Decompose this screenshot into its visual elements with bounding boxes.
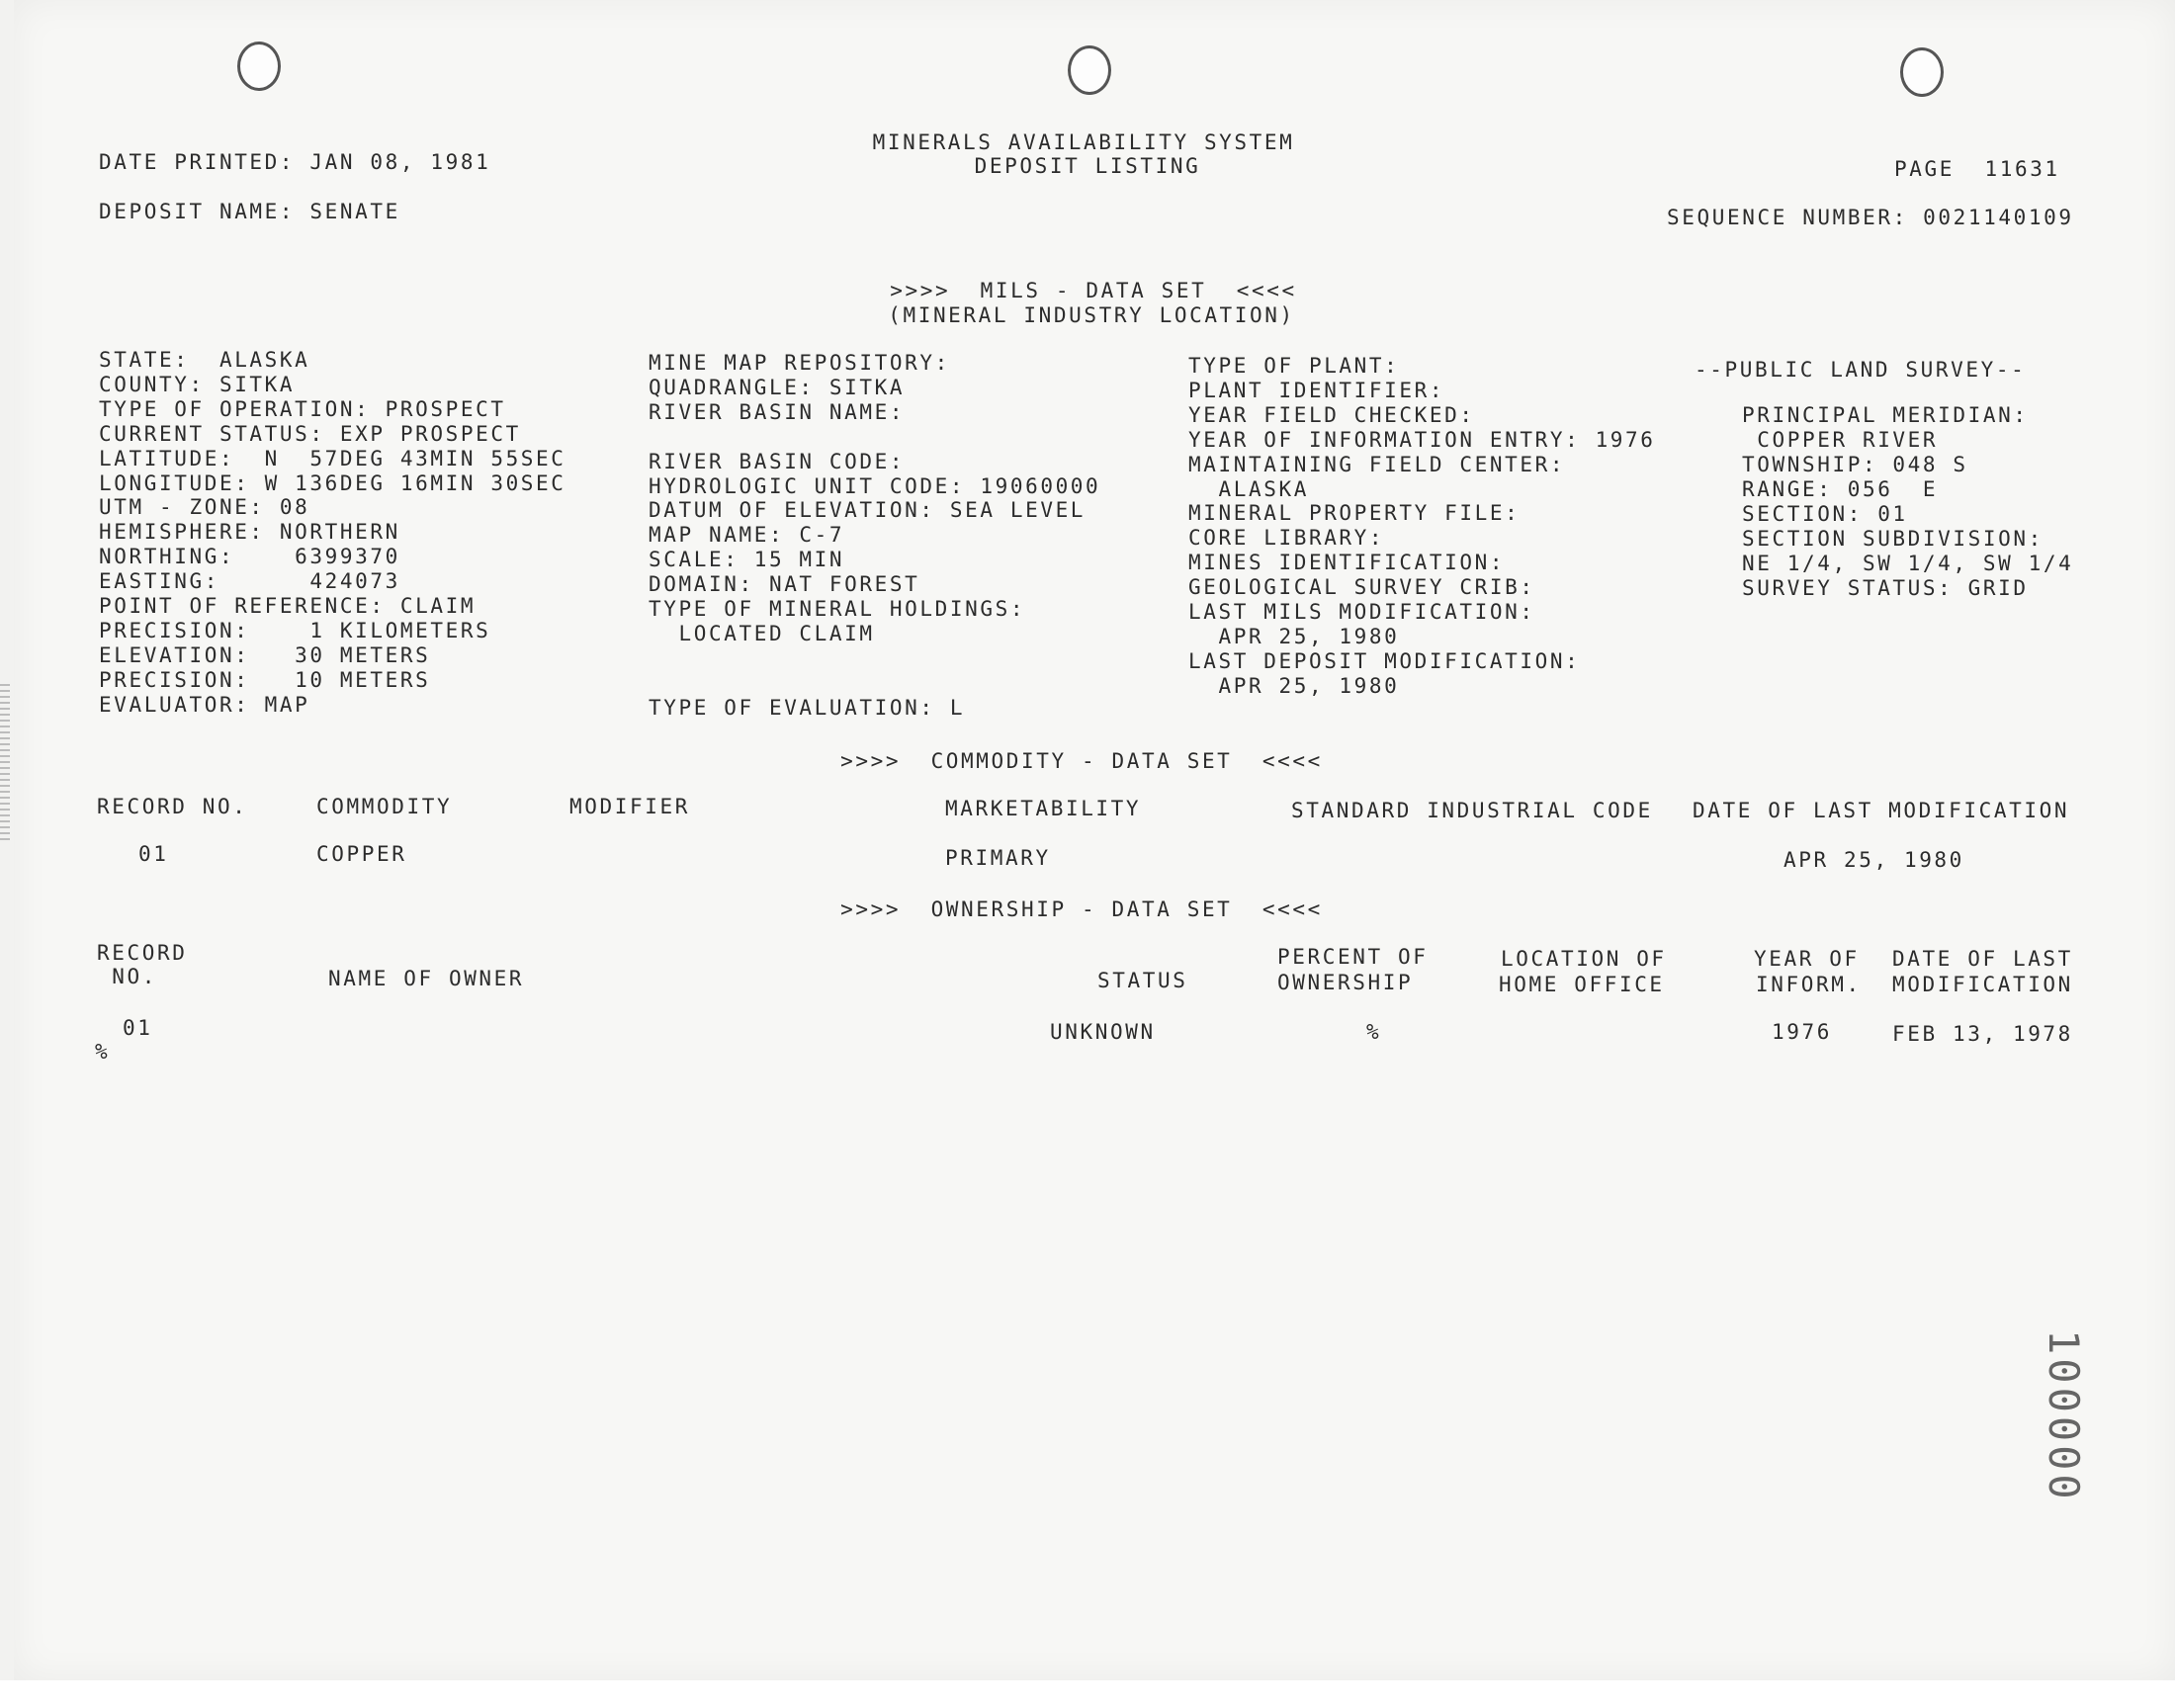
mils-plant-line: MINES IDENTIFICATION: (1188, 551, 1506, 575)
commodity-date: APR 25, 1980 (1784, 848, 1964, 872)
mils-plant-line: YEAR OF INFORMATION ENTRY: 1976 (1188, 427, 1656, 452)
mils-map-line: MINE MAP REPOSITORY: (649, 351, 950, 375)
commodity-name: COPPER (316, 842, 407, 866)
mils-location-line: PRECISION: 1 KILOMETERS (99, 618, 491, 642)
public-land-survey-heading: --PUBLIC LAND SURVEY-- (1695, 358, 2027, 382)
mils-plant-line: PLANT IDENTIFIER: (1188, 378, 1445, 402)
mils-subheading: (MINERAL INDUSTRY LOCATION) (888, 303, 1295, 327)
page-edge (0, 1680, 2175, 1708)
mils-location-line: HEMISPHERE: NORTHERN (99, 520, 400, 545)
punch-hole-center (1068, 45, 1111, 95)
mils-plant-line: APR 25, 1980 (1188, 624, 1400, 648)
system-title: MINERALS AVAILABILITY SYSTEM (872, 130, 1295, 154)
mils-survey-line: SECTION SUBDIVISION: (1742, 527, 2044, 551)
deposit-name: DEPOSIT NAME: SENATE (99, 200, 400, 223)
ownership-header-modification: MODIFICATION (1892, 973, 2073, 996)
mils-map-line: DATUM OF ELEVATION: SEA LEVEL (649, 498, 1087, 523)
mils-location-line: UTM - ZONE: 08 (99, 495, 310, 520)
mils-map-line: LOCATED CLAIM (649, 621, 875, 645)
mils-map-line: SCALE: 15 MIN (649, 548, 845, 572)
mils-location-line: POINT OF REFERENCE: CLAIM (99, 594, 477, 618)
mils-survey-line: SURVEY STATUS: GRID (1742, 576, 2029, 600)
ownership-header-home-office: HOME OFFICE (1499, 973, 1665, 996)
ownership-header-location: LOCATION OF (1501, 947, 1667, 971)
ownership-year: 1976 (1772, 1020, 1832, 1044)
mils-survey-line: RANGE: 056 E (1742, 477, 1939, 501)
mils-location-line: COUNTY: SITKA (99, 372, 296, 396)
mils-plant-line: TYPE OF PLANT: (1188, 354, 1400, 378)
commodity-header-sic: STANDARD INDUSTRIAL CODE (1291, 799, 1653, 822)
printout-sheet (14, 0, 2175, 1680)
page-number: PAGE 11631 (1894, 157, 2060, 181)
edge-marks (0, 682, 10, 840)
mils-map-line: TYPE OF EVALUATION: L (649, 695, 966, 720)
mils-plant-line: YEAR FIELD CHECKED: (1188, 402, 1475, 427)
mils-survey-line: TOWNSHIP: 048 S (1742, 453, 1968, 476)
mils-plant-line: CORE LIBRARY: (1188, 526, 1385, 551)
mils-location-line: PRECISION: 10 METERS (99, 667, 431, 692)
ownership-header-date: DATE OF LAST (1892, 947, 2073, 971)
commodity-marketability: PRIMARY (945, 846, 1051, 870)
mils-map-line: RIVER BASIN NAME: (649, 399, 906, 424)
date-printed: DATE PRINTED: JAN 08, 1981 (99, 150, 491, 174)
mils-map-line: HYDROLOGIC UNIT CODE: 19060000 (649, 473, 1101, 498)
ownership-status: UNKNOWN (1050, 1020, 1156, 1044)
mils-plant-line: MINERAL PROPERTY FILE: (1188, 501, 1521, 526)
mils-location-line: ELEVATION: 30 METERS (99, 642, 431, 667)
punch-hole-left (237, 42, 281, 91)
mils-location-line: STATE: ALASKA (99, 348, 310, 372)
punch-hole-right (1900, 47, 1944, 97)
mils-location-line: LONGITUDE: W 136DEG 16MIN 30SEC (99, 470, 566, 495)
ownership-percent: % (1366, 1020, 1382, 1044)
mils-map-line: DOMAIN: NAT FOREST (649, 572, 920, 597)
ownership-date: FEB 13, 1978 (1892, 1022, 2073, 1046)
mils-location-line: LATITUDE: N 57DEG 43MIN 55SEC (99, 446, 566, 470)
ownership-header-year: YEAR OF (1754, 947, 1860, 971)
mils-map-line: TYPE OF MINERAL HOLDINGS: (649, 597, 1026, 621)
mils-map-line: RIVER BASIN CODE: (649, 449, 906, 473)
commodity-header-commodity: COMMODITY (316, 795, 453, 818)
commodity-header-marketability: MARKETABILITY (945, 797, 1142, 820)
mils-survey-line: PRINCIPAL MERIDIAN: (1742, 403, 2029, 427)
ownership-header-owner: NAME OF OWNER (328, 967, 525, 990)
mils-survey-line: SECTION: 01 (1742, 502, 1908, 526)
ownership-header-inform: INFORM. (1756, 973, 1862, 996)
ownership-header-status: STATUS (1097, 969, 1188, 992)
ownership-heading: >>>> OWNERSHIP - DATA SET <<<< (840, 897, 1323, 921)
mils-location-line: CURRENT STATUS: EXP PROSPECT (99, 421, 521, 446)
commodity-header-record: RECORD NO. (97, 795, 248, 818)
commodity-header-modifier: MODIFIER (569, 795, 690, 818)
mils-plant-line: ALASKA (1188, 476, 1309, 501)
ownership-header-record: RECORD (97, 941, 188, 965)
mils-location-line: EASTING: 424073 (99, 569, 400, 594)
mils-plant-line: LAST MILS MODIFICATION: (1188, 600, 1535, 624)
listing-title: DEPOSIT LISTING (974, 154, 1201, 178)
ownership-header-record-no: NO. (97, 965, 157, 988)
mils-survey-line: NE 1/4, SW 1/4, SW 1/4 (1742, 552, 2074, 575)
mils-location-line: NORTHING: 6399370 (99, 545, 400, 569)
commodity-heading: >>>> COMMODITY - DATA SET <<<< (840, 749, 1323, 773)
ownership-header-percent: PERCENT OF (1277, 945, 1429, 969)
mils-plant-line: MAINTAINING FIELD CENTER: (1188, 452, 1566, 476)
ownership-marker: % (95, 1040, 111, 1064)
commodity-header-date: DATE OF LAST MODIFICATION (1693, 799, 2070, 822)
mils-plant-line: APR 25, 1980 (1188, 673, 1400, 698)
mils-survey-line: COPPER RIVER (1742, 428, 1939, 452)
mils-plant-line: GEOLOGICAL SURVEY CRIB: (1188, 575, 1535, 600)
mils-heading: >>>> MILS - DATA SET <<<< (890, 279, 1297, 302)
ownership-record: 01 (123, 1016, 153, 1040)
mils-map-line: MAP NAME: C-7 (649, 523, 845, 548)
mils-location-line: EVALUATOR: MAP (99, 692, 310, 717)
ownership-header-ownership: OWNERSHIP (1277, 971, 1414, 994)
mils-location-line: TYPE OF OPERATION: PROSPECT (99, 396, 506, 421)
sequence-number: SEQUENCE NUMBER: 0021140109 (1667, 206, 2074, 229)
frame-stamp: 100000 (2040, 1329, 2088, 1503)
mils-map-line: QUADRANGLE: SITKA (649, 375, 906, 399)
commodity-record: 01 (138, 842, 169, 866)
mils-plant-line: LAST DEPOSIT MODIFICATION: (1188, 648, 1581, 673)
